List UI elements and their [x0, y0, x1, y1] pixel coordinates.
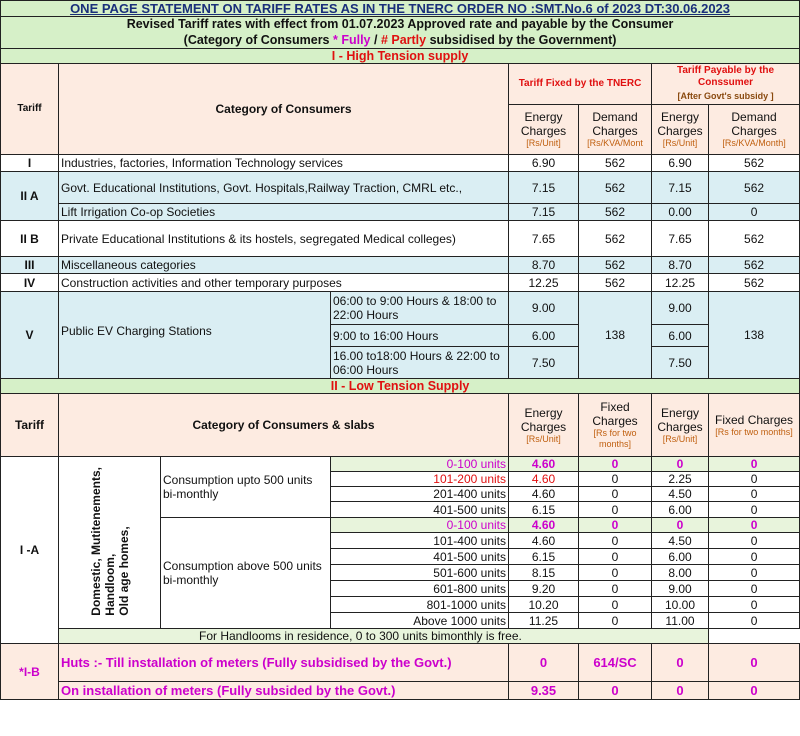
ia-vertical-label — [59, 457, 161, 629]
table-cell: Domestic, Mutitenements, Handloom, Old age homes, — [88, 466, 131, 616]
table-cell: 562 — [709, 274, 800, 292]
table-cell: II A — [1, 172, 59, 221]
ht-payable-sub: [After Govt's subsidy ] — [677, 91, 774, 101]
table-cell: Industries, factories, Information Technology services — [59, 155, 509, 172]
ht-demand-header-1 — [579, 105, 652, 155]
table-cell: 401-500 units — [331, 502, 509, 518]
ib-row — [1, 682, 800, 700]
ev-tariff: V — [1, 292, 59, 379]
table-cell: 8.70 — [652, 257, 709, 274]
table-cell: 6.00 — [652, 502, 709, 518]
table-cell: 6.00 — [652, 325, 709, 347]
table-cell: [Rs/KVA/Mont — [587, 138, 643, 148]
table-cell: 0 — [709, 565, 800, 581]
table-cell: Energy Charges — [520, 110, 567, 138]
table-cell: Construction activities and other temporary purposes — [59, 274, 509, 292]
table-cell: 0.00 — [652, 204, 709, 221]
table-cell: 4.60 — [509, 457, 579, 472]
table-cell: subsidised by the Government) — [426, 32, 617, 47]
table-cell: 7.65 — [509, 221, 579, 257]
table-cell: [Rs for two months] — [593, 428, 637, 449]
document-title: ONE PAGE STATEMENT ON TARIFF RATES AS IN THE TNERC ORDER NO :SMT.No.6 of 2023 DT:30.06.2023 — [1, 1, 800, 17]
table-cell: 0 — [579, 533, 652, 549]
table-cell: 0 — [579, 565, 652, 581]
table-cell: 6.15 — [509, 549, 579, 565]
table-cell — [709, 394, 800, 457]
table-cell: 4.60 — [509, 472, 579, 487]
table-cell: 0 — [709, 533, 800, 549]
table-cell: 0 — [709, 204, 800, 221]
table-row — [1, 274, 800, 292]
table-cell: 0 — [652, 644, 709, 682]
ht-section-title: I - High Tension supply — [1, 49, 800, 64]
table-cell: 614/SC — [579, 644, 652, 682]
table-cell: Energy Charges — [657, 405, 703, 434]
table-cell: 201-400 units — [331, 487, 509, 502]
table-row — [1, 204, 800, 221]
table-cell: Govt. Educational Institutions, Govt. Hospitals,Railway Traction, CMRL etc., — [59, 172, 509, 204]
table-cell: 0 — [652, 518, 709, 533]
table-cell: [Rs/Unit] — [662, 138, 698, 148]
table-cell: 0 — [709, 613, 800, 629]
table-cell: 9.00 — [652, 292, 709, 325]
table-cell: 9.00 — [509, 292, 579, 325]
table-cell: 9.20 — [509, 581, 579, 597]
table-cell — [652, 394, 709, 457]
table-cell: 562 — [709, 221, 800, 257]
table-cell: 8.00 — [652, 565, 709, 581]
table-cell: 0 — [709, 487, 800, 502]
table-cell: Miscellaneous categories — [59, 257, 509, 274]
table-cell: 562 — [579, 172, 652, 204]
table-cell: 0 — [579, 472, 652, 487]
table-cell: 7.15 — [652, 172, 709, 204]
table-cell: 601-800 units — [331, 581, 509, 597]
table-cell: 801-1000 units — [331, 597, 509, 613]
table-cell: 6.90 — [652, 155, 709, 172]
table-cell: 0-100 units — [331, 518, 509, 533]
table-row — [1, 155, 800, 172]
lt-header-row — [1, 394, 800, 457]
table-cell: 0 — [709, 518, 800, 533]
table-cell: 0 — [709, 502, 800, 518]
table-cell: 0 — [652, 457, 709, 472]
table-cell: [Rs/KVA/Month] — [722, 138, 786, 148]
table-cell: 562 — [579, 204, 652, 221]
effective-date-line: Revised Tariff rates with effect from 01.07.2023 Approved rate and payable by the Consumer — [1, 17, 800, 32]
table-cell: 11.25 — [509, 613, 579, 629]
table-cell: 8.70 — [509, 257, 579, 274]
table-cell: I — [1, 155, 59, 172]
table-cell: 4.50 — [652, 533, 709, 549]
ht-energy-header-2 — [652, 105, 709, 155]
table-cell: 0 — [579, 518, 652, 533]
table-cell: Demand Charges — [592, 110, 638, 138]
table-cell: Energy Charges — [520, 405, 567, 434]
table-cell: 10.20 — [509, 597, 579, 613]
table-cell: 7.50 — [652, 347, 709, 379]
table-cell: 0 — [579, 502, 652, 518]
table-cell: 562 — [709, 257, 800, 274]
table-cell: 562 — [709, 172, 800, 204]
ev-demand-2: 138 — [709, 292, 800, 379]
table-cell: 9:00 to 16:00 Hours — [331, 325, 509, 347]
table-cell: * Fully — [333, 32, 371, 47]
table-cell: 0 — [579, 457, 652, 472]
table-row — [1, 172, 800, 204]
table-cell: 2.25 — [652, 472, 709, 487]
table-cell: [Rs/Unit] — [526, 138, 561, 148]
table-cell: 0-100 units — [331, 457, 509, 472]
table-cell: [Rs for two months] — [715, 426, 793, 437]
table-cell: 0 — [709, 472, 800, 487]
table-cell: 562 — [579, 274, 652, 292]
subsidy-legend — [1, 32, 800, 49]
table-cell: 0 — [579, 487, 652, 502]
table-row — [1, 257, 800, 274]
table-cell: IV — [1, 274, 59, 292]
table-cell: 11.00 — [652, 613, 709, 629]
ia-group-1: Consumption upto 500 units bi-monthly — [161, 457, 331, 518]
table-cell: # Partly — [380, 32, 427, 47]
ht-col-category: Category of Consumers — [59, 64, 509, 155]
table-cell: Demand Charges — [731, 110, 777, 138]
note-row — [1, 629, 800, 644]
table-cell: 562 — [579, 221, 652, 257]
ib-row — [1, 644, 800, 682]
ib-tariff: *I-B — [1, 644, 59, 700]
table-cell: 101-200 units — [331, 472, 509, 487]
table-cell: Above 1000 units — [331, 613, 509, 629]
table-cell: 0 — [579, 682, 652, 700]
table-cell: 0 — [579, 613, 652, 629]
table-cell: 6.15 — [509, 502, 579, 518]
table-cell: Energy Charges — [657, 110, 703, 138]
slab-row — [1, 457, 800, 472]
table-cell: 7.65 — [652, 221, 709, 257]
table-cell — [509, 394, 579, 457]
table-cell: 0 — [709, 581, 800, 597]
table-cell: 0 — [709, 597, 800, 613]
ht-energy-header-1 — [509, 105, 579, 155]
table-cell: 10.00 — [652, 597, 709, 613]
table-cell: 562 — [579, 257, 652, 274]
table-cell: Tariff — [1, 394, 59, 457]
table-cell: 0 — [652, 682, 709, 700]
handloom-note: For Handlooms in residence, 0 to 300 units bimonthly is free. — [59, 629, 709, 644]
table-cell: / — [370, 32, 381, 47]
table-cell: 0 — [579, 549, 652, 565]
table-cell: 4.50 — [652, 487, 709, 502]
table-cell: 9.00 — [652, 581, 709, 597]
table-cell: Fixed Charges — [715, 412, 794, 427]
table-cell: 0 — [709, 457, 800, 472]
table-cell — [579, 394, 652, 457]
table-cell: 0 — [709, 549, 800, 565]
table-cell: 562 — [579, 155, 652, 172]
table-cell: 6.00 — [652, 549, 709, 565]
table-cell: 6.90 — [509, 155, 579, 172]
ht-payable-header — [652, 64, 800, 105]
table-cell: Category of Consumers & slabs — [59, 394, 509, 457]
table-cell: 4.60 — [509, 518, 579, 533]
table-cell: [Rs/Unit] — [662, 433, 698, 444]
table-cell: 501-600 units — [331, 565, 509, 581]
ev-category: Public EV Charging Stations — [59, 292, 331, 379]
table-cell: 9.35 — [509, 682, 579, 700]
table-cell: 4.60 — [509, 487, 579, 502]
table-cell: (Category of Consumers — [183, 32, 333, 47]
ht-col-tariff: Tariff — [1, 64, 59, 155]
lt-section-title: II - Low Tension Supply — [1, 379, 800, 394]
table-cell: 06:00 to 9:00 Hours & 18:00 to 22:00 Hours — [331, 292, 509, 325]
ht-fixed-by-tnerc: Tariff Fixed by the TNERC — [509, 64, 652, 105]
table-cell: 0 — [709, 644, 800, 682]
table-cell: 562 — [709, 155, 800, 172]
table-cell: 8.15 — [509, 565, 579, 581]
table-cell: 101-400 units — [331, 533, 509, 549]
table-cell: 0 — [579, 581, 652, 597]
ht-payable-title: Tariff Payable by the Conssumer — [677, 65, 775, 88]
table-cell: II B — [1, 221, 59, 257]
table-cell: 12.25 — [509, 274, 579, 292]
table-cell: 0 — [709, 682, 800, 700]
table-cell: Fixed Charges — [592, 400, 638, 428]
ia-tariff: I -A — [1, 457, 59, 644]
table-cell: Private Educational Institutions & its hostels, segregated Medical colleges) — [59, 221, 509, 257]
table-cell: 16.00 to18:00 Hours & 22:00 to 06:00 Hours — [331, 347, 509, 379]
ev-row — [1, 292, 800, 325]
table-cell: 0 — [579, 597, 652, 613]
table-cell: 7.50 — [509, 347, 579, 379]
table-cell: 6.00 — [509, 325, 579, 347]
table-cell: 4.60 — [509, 533, 579, 549]
ia-group-2: Consumption above 500 units bi-monthly — [161, 518, 331, 629]
table-cell: On installation of meters (Fully subsided by the Govt.) — [59, 682, 509, 700]
table-cell: 7.15 — [509, 204, 579, 221]
ht-demand-header-2 — [709, 105, 800, 155]
table-cell: III — [1, 257, 59, 274]
table-cell: [Rs/Unit] — [526, 433, 561, 444]
table-cell: Huts :- Till installation of meters (Fully subsidised by the Govt.) — [59, 644, 509, 682]
table-cell: 0 — [509, 644, 579, 682]
table-cell: 12.25 — [652, 274, 709, 292]
ev-demand-1: 138 — [579, 292, 652, 379]
table-cell: Lift Irrigation Co-op Societies — [59, 204, 509, 221]
table-cell: 7.15 — [509, 172, 579, 204]
table-cell: 401-500 units — [331, 549, 509, 565]
table-row — [1, 221, 800, 257]
